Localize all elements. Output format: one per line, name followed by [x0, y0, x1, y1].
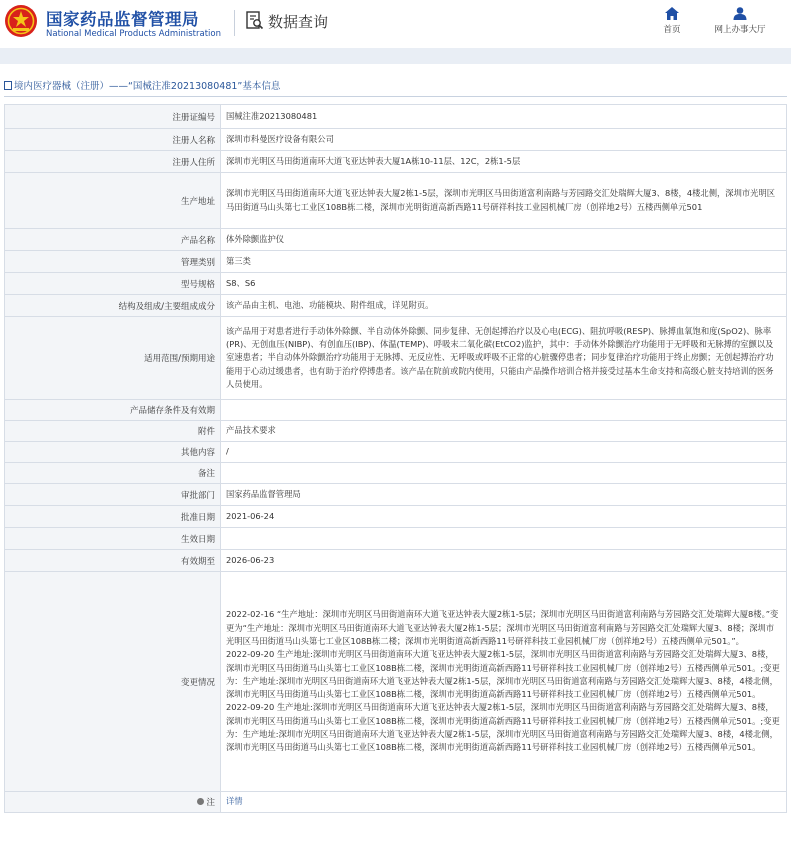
row-label: 结构及组成/主要组成成分	[5, 295, 221, 317]
table-row	[5, 572, 787, 792]
change-entry: 2022-09-20 生产地址:深圳市光明区马田街道南环大道飞亚达钟表大厦2栋1-5层，深圳市光明区马田街道富利南路与芳园路交汇处瑞辉大厦3、8楼，深圳市光明区马田街道马山头第七工业区108B栋二楼，深圳市光明街道高新西路11号研祥科技工业园机械厂房（创祥地2号）五楼西侧单元501。;变更为：生产地址:深圳市光明区马田街道南环大道飞亚达钟表大厦2栋1-5层，深圳市光明区马田街道富利南路与芳园路交汇处瑞辉大厦3、8楼，4楼北侧，深圳市光明区马田街道马山头第七工业区108B栋二楼，深圳市光明街道高新西路11号研祥科技工业园机械厂房（创祥地2号）五楼西侧单元501。	[226, 702, 780, 753]
row-label: 批准日期	[5, 506, 221, 528]
detail-table	[4, 104, 787, 813]
row-label: 注册人住所	[5, 151, 221, 173]
row-value: 国家药品监督管理局	[221, 484, 787, 506]
table-row	[5, 105, 787, 129]
row-label: 生效日期	[5, 528, 221, 550]
row-value: 产品技术要求	[221, 421, 787, 442]
row-label: 备注	[5, 463, 221, 484]
row-label: 产品名称	[5, 229, 221, 251]
row-value: 深圳市科曼医疗设备有限公司	[221, 129, 787, 151]
row-value	[221, 572, 787, 792]
brand-title: 国家药品监督管理局	[46, 10, 199, 29]
row-value: S8、S6	[221, 273, 787, 295]
row-value: 该产品由主机、电池、功能模块、附件组成，详见附页。	[221, 295, 787, 317]
row-label: 型号规格	[5, 273, 221, 295]
header-band	[0, 48, 791, 64]
row-label: 适用范围/预期用途	[5, 317, 221, 400]
row-label: 产品储存条件及有效期	[5, 400, 221, 421]
data-query-icon	[246, 11, 264, 31]
table-row	[5, 151, 787, 173]
row-value	[221, 528, 787, 550]
row-label: 附件	[5, 421, 221, 442]
row-value: 2026-06-23	[221, 550, 787, 572]
document-icon	[4, 81, 12, 90]
row-value: 体外除颤监护仪	[221, 229, 787, 251]
table-row	[5, 295, 787, 317]
note-icon	[197, 798, 204, 805]
row-value: 深圳市光明区马田街道南环大道飞亚达钟表大厦1A栋10-11层、12C，2栋1-5层	[221, 151, 787, 173]
table-row	[5, 792, 787, 813]
details-link[interactable]: 详情	[226, 796, 243, 807]
row-label: 管理类别	[5, 251, 221, 273]
emblem-icon	[4, 4, 38, 38]
row-label: 审批部门	[5, 484, 221, 506]
home-icon	[665, 7, 679, 20]
row-label: 变更情况	[5, 572, 221, 792]
table-row	[5, 528, 787, 550]
table-row	[5, 506, 787, 528]
change-entry: 2022-02-16 “生产地址：深圳市光明区马田街道南环大道飞亚达钟表大厦2栋1-5层；深圳市光明区马田街道富利南路与芳园路交汇处瑞辉大厦8楼。”变更为“生产地址：深圳市光明区马田街道南环大道飞亚达钟表大厦2栋1-5层；深圳市光明区马田街道富利南路与芳园路交汇处瑞辉大厦3、8楼；深圳市光明区马田街道马山头第七工业区108B栋二楼；深圳市光明街道高新西路11号研祥科技工业园机械厂房（创祥地2号）五楼西侧单元501。”。	[226, 609, 779, 646]
user-icon	[733, 7, 747, 20]
table-row	[5, 251, 787, 273]
table-row	[5, 317, 787, 400]
page-section-title: 数据查询	[268, 13, 329, 31]
breadcrumb-text: 境内医疗器械（注册）——“国械注准20213080481”基本信息	[14, 81, 281, 92]
site-header	[0, 0, 791, 48]
row-label: 生产地址	[5, 173, 221, 229]
note-label: 注	[206, 798, 215, 808]
row-value: 2021-06-24	[221, 506, 787, 528]
row-value	[221, 463, 787, 484]
nav-online-office[interactable]	[708, 7, 772, 35]
row-value	[221, 792, 787, 813]
table-row	[5, 400, 787, 421]
table-row	[5, 273, 787, 295]
row-label: 有效期至	[5, 550, 221, 572]
brand-subtitle: National Medical Products Administration	[46, 29, 221, 39]
table-row	[5, 129, 787, 151]
table-row	[5, 484, 787, 506]
row-value: 该产品用于对患者进行手动体外除颤、半自动体外除颤、同步复律、无创起搏治疗以及心电(ECG)、阻抗呼吸(RESP)、脉搏血氧饱和度(SpO2)、脉率(PR)、无创血压(NIBP)、有创血压(IBP)、体温(TEMP)、呼吸末二氧化碳(EtCO2)监护，其中：手动体外除颤治疗功能用于无呼吸和无脉搏的室颤以及室速患者；半自动体外除颤治疗功能用于无脉搏、无反应性、无呼吸或呼吸不正常的心脏骤停患者；同步复律治疗功能用于终止房颤；无创起搏治疗功能用于心动过缓患者，也有助于治疗停搏患者。该产品在院前或院内使用，只能由产品操作培训合格并接受过基本生命支持和高级心脏支持培训的医务人员使用。	[221, 317, 787, 400]
table-row	[5, 442, 787, 463]
row-label: 注册证编号	[5, 105, 221, 129]
breadcrumb-divider	[4, 96, 787, 97]
row-value: 第三类	[221, 251, 787, 273]
header-divider	[234, 10, 235, 36]
nav-home-label: 首页	[663, 25, 681, 35]
change-entry: 2022-09-20 生产地址:深圳市光明区马田街道南环大道飞亚达钟表大厦2栋1-5层，深圳市光明区马田街道富利南路与芳园路交汇处瑞辉大厦3、8楼，深圳市光明区马田街道马山头第七工业区108B栋二楼，深圳市光明街道高新西路11号研祥科技工业园机械厂房（创祥地2号）五楼西侧单元501。;变更为：生产地址:深圳市光明区马田街道南环大道飞亚达钟表大厦2栋1-5层，深圳市光明区马田街道富利南路与芳园路交汇处瑞辉大厦3、8楼，4楼北侧，深圳市光明区马田街道马山头第七工业区108B栋二楼，深圳市光明街道高新西路11号研祥科技工业园机械厂房（创祥地2号）五楼西侧单元501。	[226, 649, 780, 700]
breadcrumb	[4, 78, 280, 92]
row-label-note	[5, 792, 221, 813]
row-value: 国械注准20213080481	[221, 105, 787, 129]
table-row	[5, 463, 787, 484]
row-label: 注册人名称	[5, 129, 221, 151]
nav-home[interactable]	[660, 7, 684, 35]
row-value	[221, 400, 787, 421]
row-value: /	[221, 442, 787, 463]
row-value: 深圳市光明区马田街道南环大道飞亚达钟表大厦2栋1-5层，深圳市光明区马田街道富利南路与芳园路交汇处瑞辉大厦3、8楼，4楼北侧，深圳市光明区马田街道马山头第七工业区108B栋二楼，深圳市光明街道高新西路11号研祥科技工业园机械厂房（创祥地2号）五楼西侧单元501	[221, 173, 787, 229]
table-row	[5, 229, 787, 251]
nav-online-office-label: 网上办事大厅	[714, 25, 766, 35]
table-row	[5, 550, 787, 572]
table-row	[5, 173, 787, 229]
table-row	[5, 421, 787, 442]
row-label: 其他内容	[5, 442, 221, 463]
